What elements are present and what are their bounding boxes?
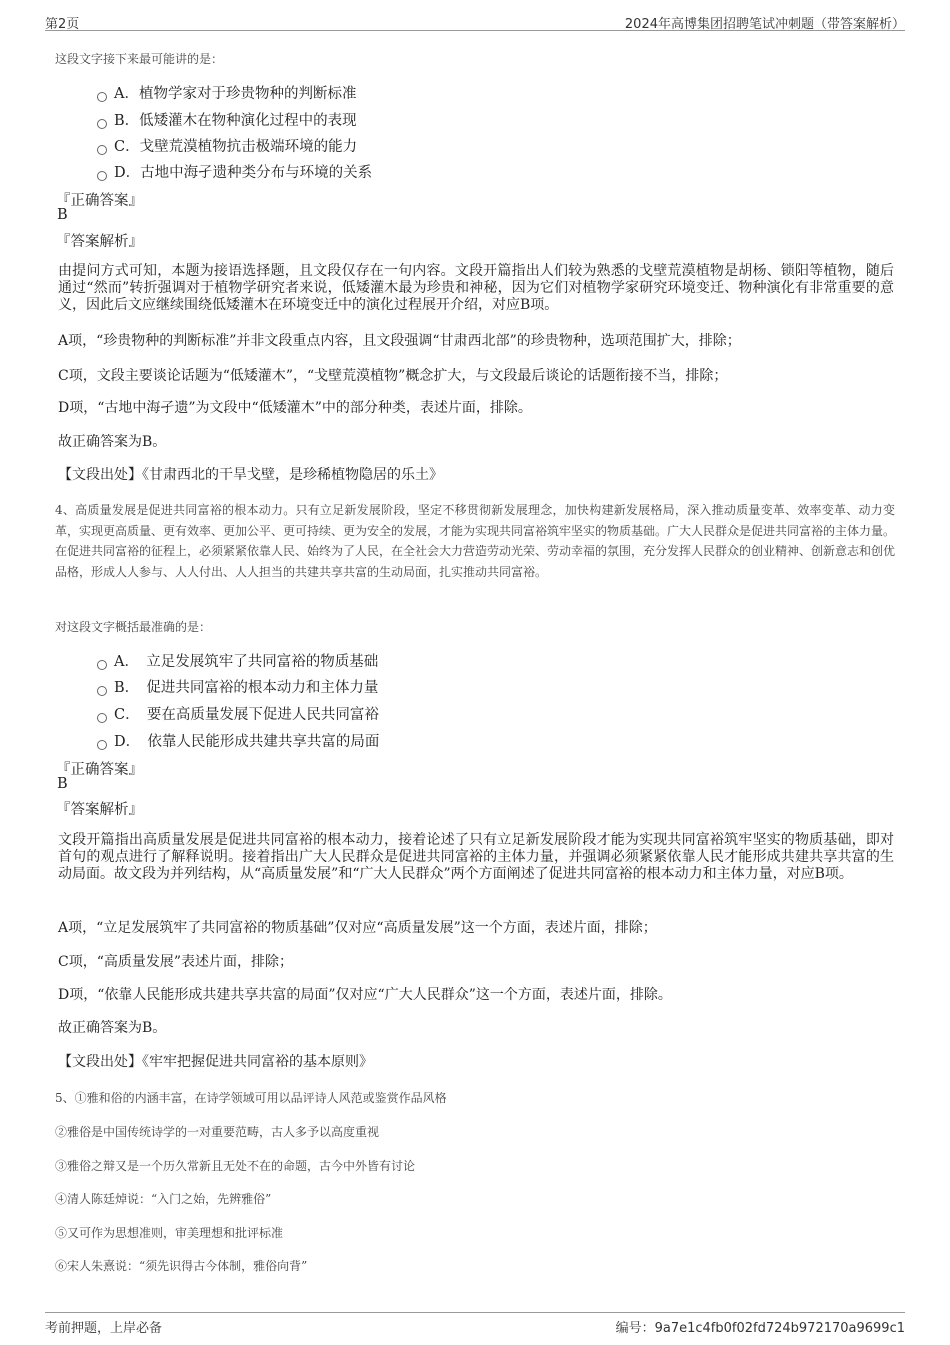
q4-passage: 4、高质量发展是促进共同富裕的根本动力。只有立足新发展阶段，坚定不移贯彻新发展理念，加快构建新发展格局，深入推动质量变革、效率变革、动力变革，实现更高质量、更有效率、更加公平、更可持续、更为安全的发展，才能为实现共同富裕筑牢坚实的物质基础。广大人民群众是促进共同富裕的主体力量。在促进共同富裕的征程上，必须紧紧依靠人民、始终为了人民，在全社会大力营造劳动光荣、劳动幸福的氛围，充分发挥人民群众的创业精神、创新意志和创优品格，形成人人参与、人人付出、人人担当的共建共享共富的生动局面，扎实推动共同富裕。 [55, 503, 896, 580]
document-title: 2024年高博集团招聘笔试冲刺题（带答案解析） [624, 17, 905, 32]
q3-option-c-radio[interactable] [97, 145, 107, 155]
q3-option-a[interactable]: A．植物学家对于珍贵物种的判断标准 [114, 86, 357, 102]
q4-analysis-a: A项，“立足发展筑牢了共同富裕的物质基础”仅对应“高质量发展”这一个方面，表述片面，排除； [58, 920, 657, 936]
q4-option-b-radio[interactable] [97, 686, 107, 696]
q3-analysis-a: A项，“珍贵物种的判断标准”并非文段重点内容，且文段强调“甘肃西北部”的珍贵物种，选项范围扩大，排除； [58, 333, 741, 349]
q4-analysis-main: 文段开篇指出高质量发展是促进共同富裕的根本动力，接着论述了只有立足新发展阶段才能为实现共同富裕筑牢坚实的物质基础，即对首句的观点进行了解释说明。接着指出广大人民群众是促进共同富裕的主体力量，并强调必须紧紧依靠人民才能形成共建共享共富的生动局面。故文段为并列结构，从“高质量发展”和“广大人民群众”两个方面阐述了促进共同富裕的根本动力和主体力量，对应B项。 [58, 832, 894, 882]
footer-slogan: 考前押题，上岸必备 [45, 1321, 163, 1336]
q4-option-a-radio[interactable] [97, 660, 107, 670]
q4-answer: B [57, 776, 68, 792]
q3-analysis-main: 由提问方式可知，本题为接语选择题，且文段仅存在一句内容。文段开篇指出人们较为熟悉的戈壁荒漠植物是胡杨、锁阳等植物，随后通过“然而”转折强调对于植物学研究者来说，低矮灌木最为珍贵和神秘，因为它们对植物学家研究环境变迁、物种演化有非常重要的意义，因此后文应继续围绕低矮灌木在环境变迁中的演化过程展开介绍，对应B项。 [58, 263, 894, 313]
q4-option-a[interactable]: A． 立足发展筑牢了共同富裕的物质基础 [114, 654, 379, 670]
q3-option-b[interactable]: B．低矮灌木在物种演化过程中的表现 [114, 113, 357, 129]
q4-analysis-label: 『答案解析』 [56, 802, 143, 818]
q3-analysis-d: D项，“古地中海孑遗”为文段中“低矮灌木”中的部分种类，表述片面，排除。 [58, 400, 532, 416]
q4-source: 【文段出处】《牢牢把握促进共同富裕的基本原则》 [58, 1054, 373, 1070]
q4-analysis-d: D项，“依靠人民能形成共建共享共富的局面”仅对应“广大人民群众”这一个方面，表述片面，排除。 [58, 987, 672, 1003]
q5-item-6: ⑥宋人朱熹说：“须先识得古今体制，雅俗向背” [55, 1259, 308, 1273]
page-footer [45, 1312, 905, 1337]
q5-item-1: 5、①雅和俗的内涵丰富，在诗学领域可用以品评诗人风范或鉴赏作品风格 [55, 1091, 447, 1105]
q3-option-a-radio[interactable] [97, 92, 107, 102]
q3-option-d-radio[interactable] [97, 171, 107, 181]
q4-option-b[interactable]: B． 促进共同富裕的根本动力和主体力量 [114, 680, 379, 696]
page-number: 第2页 [45, 17, 80, 32]
q3-source: 【文段出处】《甘肃西北的干旱戈壁，是珍稀植物隐居的乐土》 [58, 467, 443, 483]
q4-option-c-radio[interactable] [97, 713, 107, 723]
q3-option-b-radio[interactable] [97, 119, 107, 129]
q5-item-5: ⑤又可作为思想准则，审美理想和批评标准 [55, 1226, 284, 1240]
q3-prompt: 这段文字接下来最可能讲的是： [55, 52, 224, 66]
q3-answer-label: 『正确答案』 [56, 193, 143, 209]
q5-item-3: ③雅俗之辩又是一个历久常新且无处不在的命题，古今中外皆有讨论 [55, 1159, 416, 1173]
q4-option-d-radio[interactable] [97, 740, 107, 750]
q3-analysis-label: 『答案解析』 [56, 234, 143, 250]
q4-answer-label: 『正确答案』 [56, 762, 143, 778]
q3-analysis-conclusion: 故正确答案为B。 [58, 434, 167, 450]
q4-prompt: 对这段文字概括最准确的是： [55, 620, 212, 634]
document-id: 编号：9a7e1c4fb0f02fd724b972170a9699c1 [615, 1321, 905, 1336]
q4-analysis-c: C项，“高质量发展”表述片面，排除； [58, 954, 294, 970]
q3-option-d[interactable]: D．古地中海孑遗种类分布与环境的关系 [114, 165, 373, 181]
q3-option-c[interactable]: C．戈壁荒漠植物抗击极端环境的能力 [114, 139, 358, 155]
q4-option-d[interactable]: D． 依靠人民能形成共建共享共富的局面 [114, 734, 380, 750]
q4-analysis-conclusion: 故正确答案为B。 [58, 1020, 167, 1036]
q5-item-2: ②雅俗是中国传统诗学的一对重要范畴，古人多予以高度重视 [55, 1125, 380, 1139]
q4-option-c[interactable]: C． 要在高质量发展下促进人民共同富裕 [114, 707, 379, 723]
page-header [45, 10, 905, 31]
q5-item-4: ④清人陈廷焯说：“入门之始，先辨雅俗” [55, 1192, 272, 1206]
q3-analysis-c: C项，文段主要谈论话题为“低矮灌木”，“戈壁荒漠植物”概念扩大，与文段最后谈论的话题衔接不当，排除； [58, 368, 728, 384]
q3-answer: B [57, 207, 68, 223]
